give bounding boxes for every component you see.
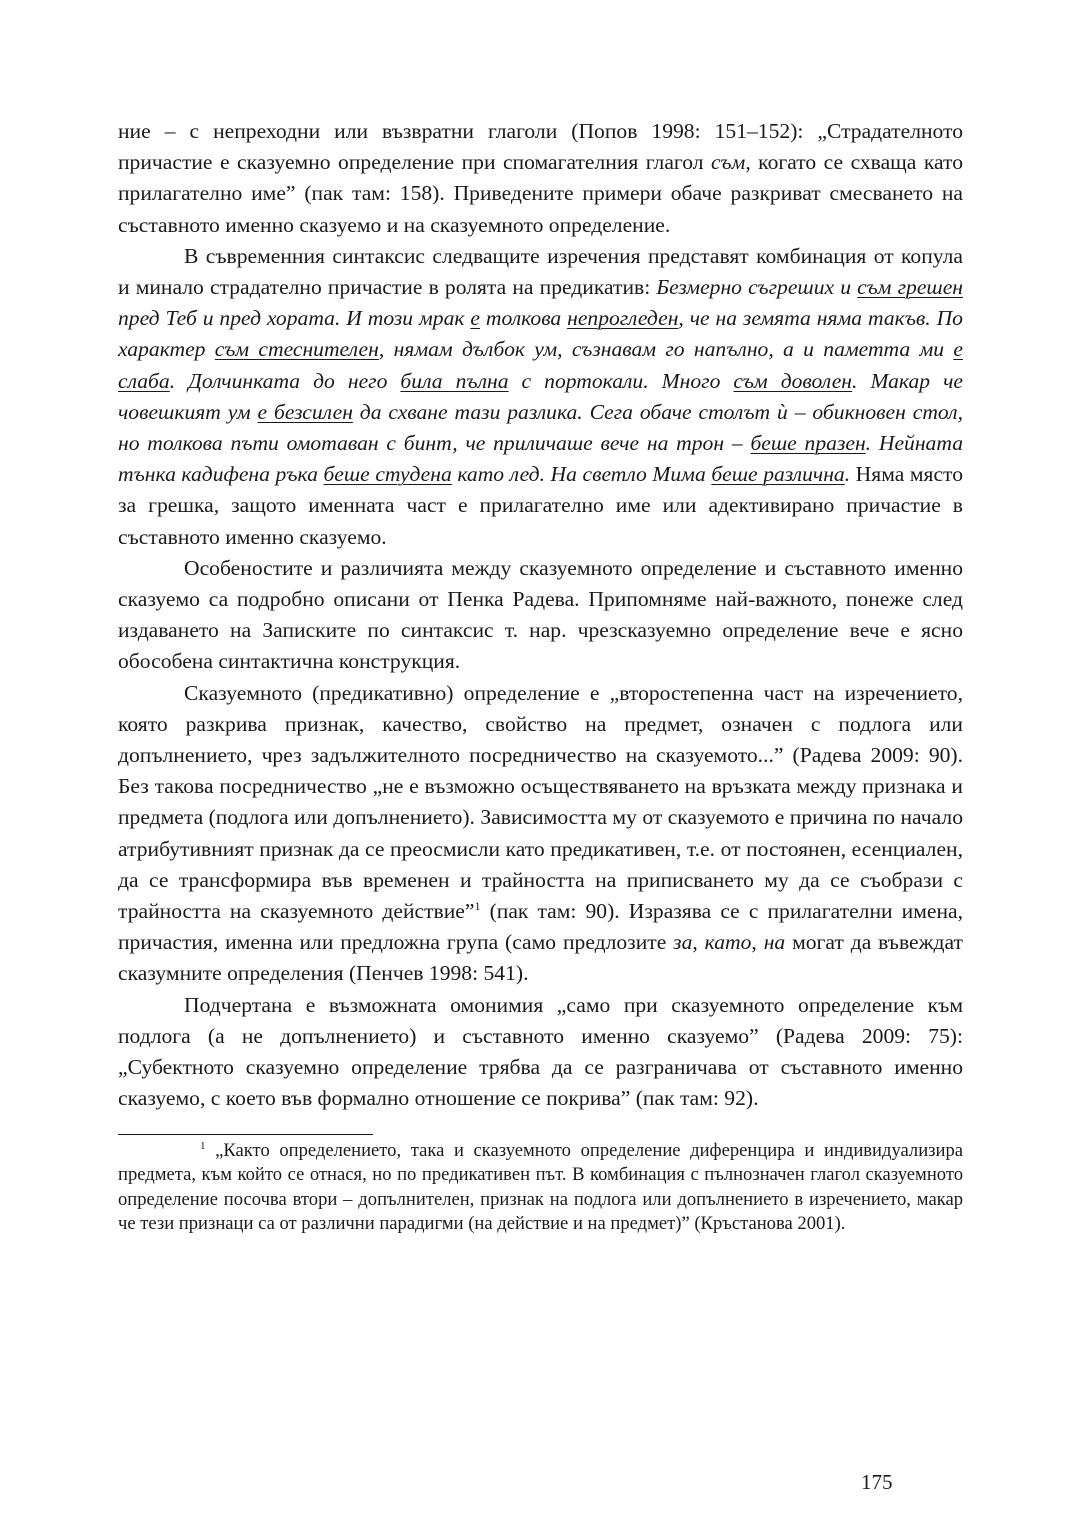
underlined-predicate: е безсилен [257, 399, 353, 424]
underlined-predicate: беше студена [323, 462, 452, 487]
italic-term: съм [711, 150, 746, 175]
example-text: , нямам дълбок ум, съзнавам го напълно, а и паметта ми [378, 337, 954, 362]
text-run: , [751, 930, 764, 955]
text-run: , [692, 930, 705, 955]
text-run: Особеностите и различията между сказуемното определение и съставното именно сказуемо са подробно описани от Пенка Радева. Припомняме най-важното, понеже след издаването на Записките по синтаксис т. нар. чрезсказуемно определение вече е ясно обособена синтактична конструкция. [118, 555, 963, 674]
italic-term: като [704, 930, 752, 955]
text-run: Подчертана е възможната омонимия „само при сказуемното определение към подлога (а не допълнението) и съставното именно сказуемо” (Радева 2009: 75): „Субектното сказуемно определение трябва да се разграничава от съставното именно сказуемо, с което във формално отношение се покрива” (пак там: 92). [118, 992, 963, 1111]
paragraph-2 [118, 241, 963, 553]
underlined-predicate: съм стеснителен [214, 337, 379, 362]
example-text: като лед. На светло Мима [451, 462, 712, 487]
page-number: 175 [861, 1470, 893, 1494]
paragraph-3 [118, 553, 963, 678]
underlined-predicate: беше различна [711, 462, 845, 487]
example-sentences [118, 275, 963, 486]
example-text: Безмерно съгреших и [656, 275, 858, 300]
example-text: . [844, 462, 851, 487]
page-content [118, 116, 963, 1237]
example-text: пред Теб и пред хората. И този мрак [118, 306, 471, 331]
italic-term: на [763, 930, 786, 955]
example-text: . Нейната тънка кадифена ръка [118, 431, 964, 487]
text-run: , когато се схваща като прилагателно име” (пак там: 158). Приведените примери обаче разкриват смесването на съставното именно сказуемо и на сказуемното определение. [118, 150, 964, 237]
footnote-text: „Както определението, така и сказуемното определение диференцира и индивидуализира предмета, към който се отнася, но по предикативен път. В комбинация с пълнозначен глагол сказуемното определение посочва втори – допълнителен, признак на подлога или допълнението в изречението, макар че тези признаци са от различни парадигми (на действие и на предмет)” (Кръстанова 2001). [118, 1139, 963, 1235]
example-text: с портокали. Много [508, 368, 734, 393]
text-run: (пак там: 90). Изразява се с прилагателни имена, причастия, именна или предложна група (само предлозите [118, 899, 963, 955]
underlined-predicate: съм грешен [857, 275, 964, 300]
text-run: В съвременния синтаксис следващите изречения представят комбинация от копула и минало страдателно причастие в ролята на предикатив: [118, 243, 963, 300]
example-text: . Долчинката до него [169, 368, 401, 393]
body-text [118, 116, 963, 1115]
footnote-divider [118, 1134, 373, 1135]
example-text: толкова [479, 306, 568, 331]
paragraph-5 [118, 990, 963, 1115]
footnote-reference[interactable]: 1 [474, 899, 481, 914]
text-run: ние – с непреходни или възвратни глаголи (Попов 1998: 151–152): „Страдателното причастие е сказуемно определение при спомагателния глагол [118, 119, 963, 175]
underlined-predicate: непрогледен [567, 306, 679, 331]
underlined-predicate: беше празен [750, 431, 866, 456]
text-run: Сказуемното (предикативно) определение е „второстепенна част на изречението, която разкрива признак, качество, свойство на предмет, означен с подлога или допълнението, чрез задължителното посредничество на сказуемото...” (Радева 2009: 90). Без такова посредничество „не е възможно осъществяването на връзката между признака и предмета (подлога или допълнението). Зависимостта му от сказуемото е причина по начало атрибутивният признак да се преосмисли като предикативен, т.е. от постоянен, есенциален, да се трансформира във временен и трайността на приписването му да се съобрази с трайността на сказуемното действие” [118, 680, 963, 924]
paragraph-4 [118, 678, 963, 990]
paragraph-1 [118, 116, 963, 241]
example-text: да схване тази разлика. Сега обаче столът ѝ – обикновен стол, но толкова пъти омотаван с бинт, че приличаше вече на трон – [118, 399, 963, 456]
italic-term: за [673, 930, 693, 955]
underlined-predicate: съм доволен [733, 368, 853, 393]
footnote-marker: 1 [200, 1139, 206, 1152]
underlined-predicate: е слаба [118, 337, 963, 393]
example-text: , че на земята няма такъв. По характер [118, 306, 963, 362]
underlined-predicate: е [470, 306, 480, 331]
text-run: Няма място за грешка, защото именната част е прилагателно име или адективирано причастие в съставното именно сказуемо. [118, 462, 964, 549]
text-run: могат да въвеждат сказумните определения (Пенчев 1998: 541). [118, 930, 963, 986]
example-text: . Макар че човешкият ум [118, 368, 964, 424]
underlined-predicate: била пълна [400, 368, 509, 393]
footnote-1 [118, 1139, 963, 1237]
